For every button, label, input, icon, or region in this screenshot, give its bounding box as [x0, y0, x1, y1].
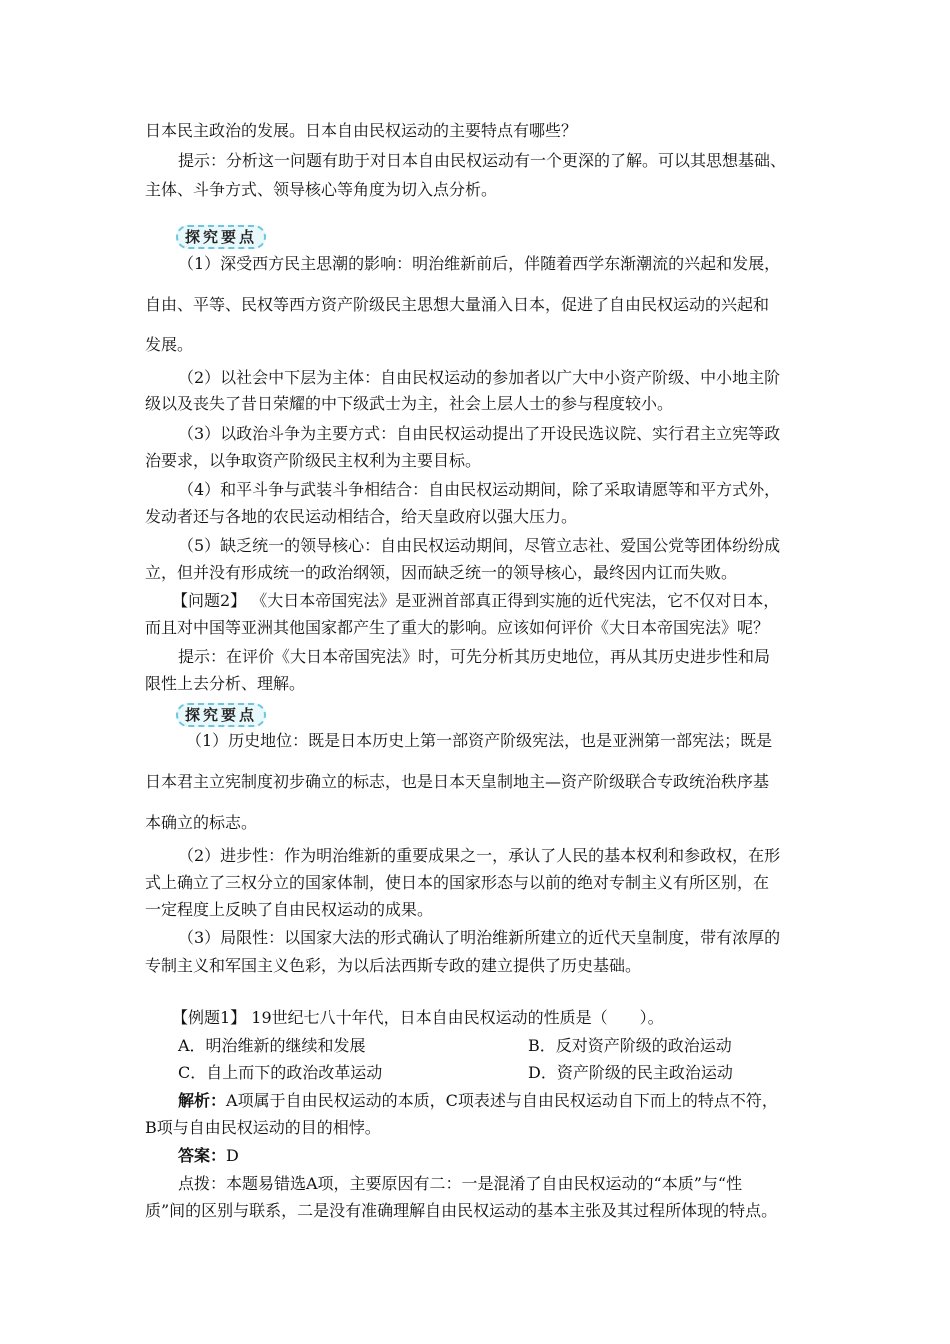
text-line: 日本民主政治的发展。日本自由民权运动的主要特点有哪些？ — [145, 121, 578, 140]
text-line: 点拨：本题易错选A项，主要原因有二：一是混淆了自由民权运动的“本质”与“性 — [178, 1174, 743, 1193]
text-line: 而且对中国等亚洲其他国家都产生了重大的影响。应该如何评价《大日本帝国宪法》呢？ — [145, 618, 770, 637]
text-line: 式上确立了三权分立的国家体制，使日本的国家形态与以前的绝对专制主义有所区别，在 — [145, 873, 770, 892]
text-line: （4）和平斗争与武装斗争相结合：自由民权运动期间，除了采取请愿等和平方式外， — [178, 480, 781, 499]
text-line: （3）局限性：以国家大法的形式确认了明治维新所建立的近代天皇制度，带有浓厚的 — [178, 928, 781, 947]
text-line: 提示：分析这一问题有助于对日本自由民权运动有一个更深的了解。可以其思想基础、 — [178, 151, 787, 170]
answer-label: 答案： — [178, 1146, 227, 1165]
text-line: B项与自由民权运动的目的相悖。 — [145, 1118, 381, 1137]
text-line: 主体、斗争方式、领导核心等角度为切入点分析。 — [145, 180, 498, 199]
option-d: D．资产阶级的民主政治运动 — [528, 1063, 733, 1082]
text-line: 日本君主立宪制度初步确立的标志，也是日本天皇制地主—资产阶级联合专政统治秩序基 — [145, 772, 770, 791]
text-line: （1）历史地位：既是日本历史上第一部资产阶级宪法，也是亚洲第一部宪法；既是 — [186, 731, 773, 750]
analysis-text: A项属于自由民权运动的本质，C项表述与自由民权运动自下而上的特点不符， — [226, 1091, 778, 1110]
option-a: A．明治维新的继续和发展 — [178, 1036, 366, 1055]
text-line: 一定程度上反映了自由民权运动的成果。 — [145, 900, 434, 919]
text-line: 提示：在评价《大日本帝国宪法》时，可先分析其历史地位，再从其历史进步性和局 — [178, 647, 771, 666]
text-line: 治要求，以争取资产阶级民主权利为主要目标。 — [145, 451, 482, 470]
analysis-label: 解析： — [178, 1091, 227, 1110]
text-line: （1）深受西方民主思潮的影响：明治维新前后，伴随着西学东渐潮流的兴起和发展， — [178, 254, 781, 273]
text-line: 发动者还与各地的农民运动相结合，给天皇政府以强大压力。 — [145, 507, 578, 526]
option-c: C．自上而下的政治改革运动 — [178, 1063, 383, 1082]
text-line: 发展。 — [145, 335, 194, 354]
text-line: 限性上去分析、理解。 — [145, 674, 306, 693]
text-line: 专制主义和军国主义色彩，为以后法西斯专政的建立提供了历史基础。 — [145, 956, 642, 975]
text-line: 本确立的标志。 — [145, 813, 258, 832]
text-line: 自由、平等、民权等西方资产阶级民主思想大量涌入日本，促进了自由民权运动的兴起和 — [145, 295, 770, 314]
answer-line — [178, 1145, 239, 1167]
analysis-line — [178, 1090, 778, 1112]
section-badge: 探究要点 — [176, 703, 266, 727]
text-line: （3）以政治斗争为主要方式：自由民权运动提出了开设民选议院、实行君主立宪等政 — [178, 424, 781, 443]
text-line: （5）缺乏统一的领导核心：自由民权运动期间，尽管立志社、爱国公党等团体纷纷成 — [178, 536, 781, 555]
text-line: 级以及丧失了昔日荣耀的中下级武士为主，社会上层人士的参与程度较小。 — [145, 394, 674, 413]
option-b: B．反对资产阶级的政治运动 — [528, 1036, 732, 1055]
example-heading: 【例题1】 19世纪七八十年代，日本自由民权运动的性质是（ ）。 — [172, 1008, 664, 1027]
section-badge: 探究要点 — [176, 225, 266, 249]
text-line: （2）以社会中下层为主体：自由民权运动的参加者以广大中小资产阶级、中小地主阶 — [178, 368, 781, 387]
question-heading: 【问题2】 《大日本帝国宪法》是亚洲首部真正得到实施的近代宪法，它不仅对日本， — [172, 591, 780, 610]
answer-text: D — [226, 1146, 239, 1165]
text-line: （2）进步性：作为明治维新的重要成果之一，承认了人民的基本权利和参政权，在形 — [178, 846, 781, 865]
text-line: 质”间的区别与联系，二是没有准确理解自由民权运动的基本主张及其过程所体现的特点。 — [145, 1201, 778, 1220]
text-line: 立，但并没有形成统一的政治纲领，因而缺乏统一的领导核心，最终因内讧而失败。 — [145, 563, 738, 582]
